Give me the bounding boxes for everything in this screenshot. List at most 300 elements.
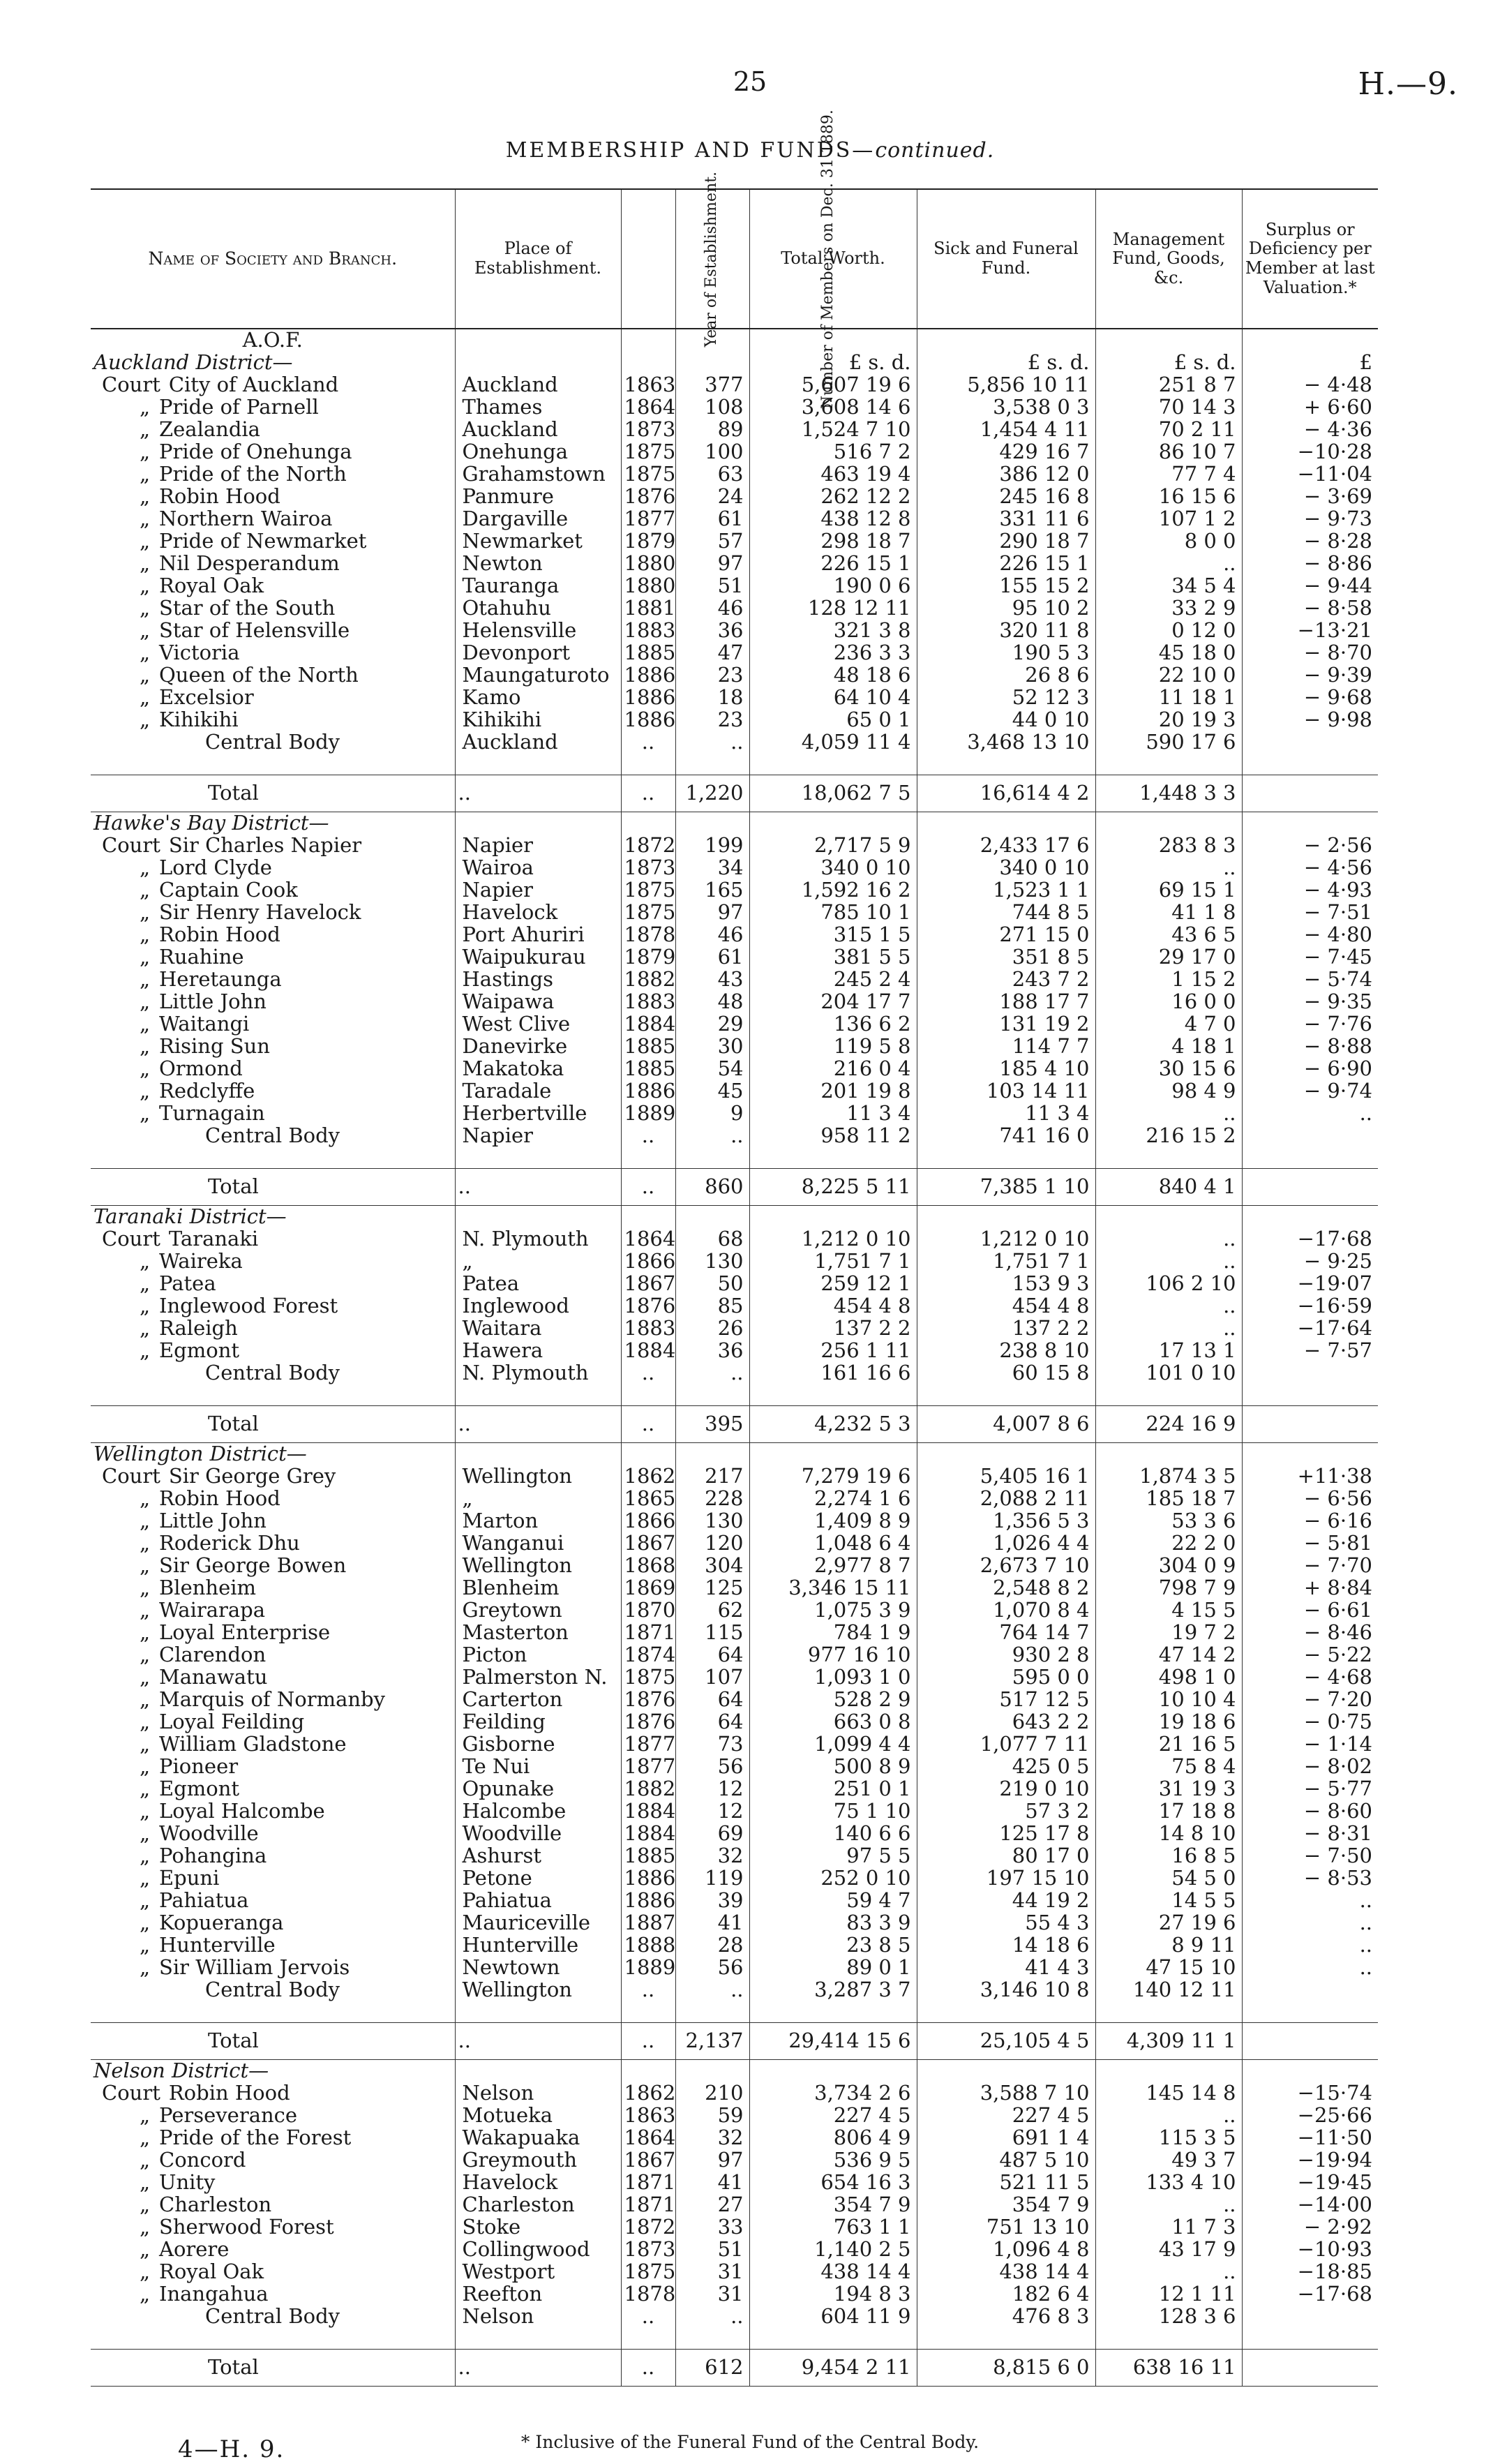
branch-name-cell — [91, 1778, 455, 1800]
cell-sick: 331 11 6 — [917, 508, 1095, 530]
table-row — [91, 2261, 1378, 2283]
cell-place: Napier — [455, 879, 621, 902]
cell-worth: 245 2 4 — [749, 969, 917, 991]
cell-mgmt: 106 2 10 — [1095, 1273, 1242, 1295]
cell-place: Motueka — [455, 2105, 621, 2127]
cell-year: 1883 — [621, 1317, 675, 1340]
cell-place: West Clive — [455, 1013, 621, 1036]
branch-name-cell — [91, 1733, 455, 1756]
cell-members: 41 — [675, 2172, 749, 2194]
cell-surplus — [1242, 812, 1378, 835]
cell-mgmt: 16 15 6 — [1095, 486, 1242, 508]
cell-sick: 185 4 10 — [917, 1058, 1095, 1080]
cell-sick: 190 5 3 — [917, 642, 1095, 664]
cell-place: Nelson — [455, 2082, 621, 2105]
spacer-cell — [675, 1384, 749, 1406]
cell-surplus: −13·21 — [1242, 620, 1378, 642]
cell-mgmt: 115 3 5 — [1095, 2127, 1242, 2149]
cell-worth: £ s. d. — [749, 352, 917, 374]
cell-place: Picton — [455, 1644, 621, 1666]
cell-place: Auckland — [455, 419, 621, 441]
cell-place: Charleston — [455, 2194, 621, 2216]
cell-place: Woodville — [455, 1823, 621, 1845]
col-header-year — [621, 172, 720, 348]
branch-name: Victoria — [159, 642, 240, 664]
cell-place: N. Plymouth — [455, 1228, 621, 1250]
branch-prefix: „ — [140, 1912, 151, 1934]
cell-sick: 271 15 0 — [917, 924, 1095, 946]
cell-mgmt: 27 19 6 — [1095, 1912, 1242, 1934]
table-row — [91, 1890, 1378, 1912]
table-row — [91, 2283, 1378, 2306]
cell-mgmt: 140 12 11 — [1095, 1979, 1242, 2001]
branch-name: Royal Oak — [159, 575, 264, 597]
cell-surplus: − 6·61 — [1242, 1599, 1378, 1622]
cell-surplus: − 2·56 — [1242, 835, 1378, 857]
cell-surplus: −11·04 — [1242, 463, 1378, 486]
cell-sick: 691 1 4 — [917, 2127, 1095, 2149]
cell-worth: 354 7 9 — [749, 2194, 917, 2216]
cell-year: .. — [621, 1362, 675, 1384]
cell-year: .. — [621, 1125, 675, 1147]
branch-prefix: „ — [140, 396, 151, 419]
cell-members: 18 — [675, 687, 749, 709]
cell-members: 304 — [675, 1555, 749, 1577]
table-header-row — [91, 189, 1378, 329]
cell-worth: 89 0 1 — [749, 1957, 917, 1979]
branch-name-cell: Wellington District— — [93, 1442, 307, 1465]
cell-worth: 381 5 5 — [749, 946, 917, 969]
branch-prefix: „ — [140, 486, 151, 508]
branch-prefix: „ — [140, 2172, 151, 2194]
spacer-cell — [749, 1147, 917, 1169]
cell-mgmt: 29 17 0 — [1095, 946, 1242, 969]
branch-name: Star of Helensville — [159, 620, 350, 642]
cell-sick: 517 12 5 — [917, 1689, 1095, 1711]
cell-year: 1873 — [621, 419, 675, 441]
branch-name-cell — [91, 664, 455, 687]
cell-members: 64 — [675, 1711, 749, 1733]
cell-place: Helensville — [455, 620, 621, 642]
cell-surplus: +11·38 — [1242, 1465, 1378, 1488]
branch-name-cell — [91, 879, 455, 902]
cell-members: 30 — [675, 1036, 749, 1058]
cell-sick: 2,433 17 6 — [917, 835, 1095, 857]
cell-members: 33 — [675, 2216, 749, 2239]
cell-sick: 3,146 10 8 — [917, 1979, 1095, 2001]
branch-prefix: „ — [140, 857, 151, 879]
cell-worth: 1,212 0 10 — [749, 1228, 917, 1250]
spacer-cell — [91, 2328, 455, 2350]
cell-year: 1884 — [621, 1340, 675, 1362]
cell-members: 125 — [675, 1577, 749, 1599]
cell-members: 46 — [675, 597, 749, 620]
cell-worth: 59 4 7 — [749, 1890, 917, 1912]
table-row — [91, 664, 1378, 687]
branch-name: Sir George Bowen — [159, 1555, 347, 1577]
cell-year: 1877 — [621, 1733, 675, 1756]
cell-year: 1883 — [621, 620, 675, 642]
branch-prefix: „ — [140, 1058, 151, 1080]
branch-name: Central Body — [205, 1125, 340, 1147]
cell-place: Kamo — [455, 687, 621, 709]
table-row — [91, 991, 1378, 1013]
cell-mgmt: 216 15 2 — [1095, 1125, 1242, 1147]
cell-place: .. — [455, 1169, 621, 1206]
branch-prefix: „ — [140, 1510, 151, 1532]
branch-prefix: „ — [140, 2194, 151, 2216]
cell-surplus: − 5·81 — [1242, 1532, 1378, 1555]
cell-members — [675, 2060, 749, 2083]
branch-prefix: „ — [140, 1532, 151, 1555]
table-row — [91, 2149, 1378, 2172]
total-row — [91, 2023, 1378, 2060]
cell-sick: 1,356 5 3 — [917, 1510, 1095, 1532]
table-row — [91, 1577, 1378, 1599]
cell-place: Herbertville — [455, 1103, 621, 1125]
cell-place — [455, 352, 621, 374]
branch-name-cell — [91, 396, 455, 419]
cell-year: 1889 — [621, 1103, 675, 1125]
cell-year: 1886 — [621, 1867, 675, 1890]
cell-year: 1889 — [621, 1957, 675, 1979]
branch-name-cell — [91, 1845, 455, 1867]
cell-sick: 438 14 4 — [917, 2261, 1095, 2283]
cell-sick: 44 19 2 — [917, 1890, 1095, 1912]
cell-year: 1885 — [621, 1058, 675, 1080]
branch-name: Northern Wairoa — [159, 508, 333, 530]
cell-members: 61 — [675, 946, 749, 969]
cell-members: 165 — [675, 879, 749, 902]
cell-members: 47 — [675, 642, 749, 664]
cell-mgmt — [1095, 1206, 1242, 1229]
cell-sick: 741 16 0 — [917, 1125, 1095, 1147]
col-header-place: Place of Establishment. — [455, 189, 621, 329]
cell-worth: 784 1 9 — [749, 1622, 917, 1644]
table-row — [91, 1756, 1378, 1778]
cell-members: 57 — [675, 530, 749, 553]
cell-surplus: − 3·69 — [1242, 486, 1378, 508]
cell-members: 54 — [675, 1058, 749, 1080]
cell-surplus: −17·68 — [1242, 1228, 1378, 1250]
cell-year: 1863 — [621, 2105, 675, 2127]
cell-mgmt: 638 16 11 — [1095, 2350, 1242, 2387]
spacer-cell — [621, 2328, 675, 2350]
cell-mgmt: 107 1 2 — [1095, 508, 1242, 530]
cell-worth: 190 0 6 — [749, 575, 917, 597]
table-row — [91, 1666, 1378, 1689]
cell-surplus: − 9·39 — [1242, 664, 1378, 687]
branch-name-cell — [91, 1979, 455, 2001]
table-row — [91, 902, 1378, 924]
cell-surplus: − 4·48 — [1242, 374, 1378, 396]
cell-sick: 351 8 5 — [917, 946, 1095, 969]
spacer-cell — [917, 1147, 1095, 1169]
table-row — [91, 1800, 1378, 1823]
cell-members: 119 — [675, 1867, 749, 1890]
branch-name: Pride of the Forest — [159, 2127, 352, 2149]
cell-surplus — [1242, 1206, 1378, 1229]
cell-mgmt: 43 6 5 — [1095, 924, 1242, 946]
cell-year: 1867 — [621, 1532, 675, 1555]
cell-mgmt: 22 2 0 — [1095, 1532, 1242, 1555]
spacer-cell — [749, 2001, 917, 2023]
branch-prefix: „ — [140, 1845, 151, 1867]
cell-place: .. — [455, 2023, 621, 2060]
cell-year: 1866 — [621, 1510, 675, 1532]
cell-worth: 654 16 3 — [749, 2172, 917, 2194]
branch-prefix: „ — [140, 508, 151, 530]
branch-name: Marquis of Normanby — [159, 1689, 385, 1711]
branch-prefix: „ — [140, 1577, 151, 1599]
col-header-surplus: Surplus or Deficiency per Member at last Valuation.* — [1242, 189, 1378, 329]
branch-name-cell — [91, 1666, 455, 1689]
cell-surplus: .. — [1242, 1957, 1378, 1979]
branch-prefix: „ — [140, 2283, 151, 2306]
cell-mgmt — [1095, 1443, 1242, 1466]
cell-members: 43 — [675, 969, 749, 991]
cell-members: .. — [675, 1362, 749, 1384]
cell-sick: 3,588 7 10 — [917, 2082, 1095, 2105]
cell-worth: 83 3 9 — [749, 1912, 917, 1934]
cell-mgmt: 53 3 6 — [1095, 1510, 1242, 1532]
cell-sick: 125 17 8 — [917, 1823, 1095, 1845]
cell-members: 12 — [675, 1800, 749, 1823]
cell-year: 1875 — [621, 902, 675, 924]
branch-name: Waitangi — [159, 1013, 250, 1036]
cell-members: 217 — [675, 1465, 749, 1488]
branch-name: Egmont — [159, 1778, 240, 1800]
cell-mgmt: 10 10 4 — [1095, 1689, 1242, 1711]
cell-surplus: .. — [1242, 1912, 1378, 1934]
cell-members: 63 — [675, 463, 749, 486]
cell-year: 1864 — [621, 2127, 675, 2149]
central-body-row — [91, 731, 1378, 754]
cell-worth: 3,734 2 6 — [749, 2082, 917, 2105]
cell-sick: 188 17 7 — [917, 991, 1095, 1013]
branch-name-cell — [91, 2194, 455, 2216]
branch-name: Loyal Enterprise — [159, 1622, 331, 1644]
cell-year: .. — [621, 775, 675, 812]
cell-sick: 521 11 5 — [917, 2172, 1095, 2194]
cell-surplus — [1242, 1406, 1378, 1443]
cell-surplus — [1242, 1979, 1378, 2001]
branch-name: Robin Hood — [168, 2082, 290, 2105]
cell-place: Hastings — [455, 969, 621, 991]
cell-place — [455, 1206, 621, 1229]
branch-name: Aorere — [159, 2239, 230, 2261]
cell-place: Wellington — [455, 1555, 621, 1577]
cell-surplus: − 5·77 — [1242, 1778, 1378, 1800]
branch-name: Central Body — [205, 731, 340, 754]
total-row — [91, 1169, 1378, 1206]
cell-surplus: − 7·51 — [1242, 902, 1378, 924]
cell-place — [455, 812, 621, 835]
branch-prefix: „ — [140, 597, 151, 620]
table-row — [91, 441, 1378, 463]
cell-year: 1887 — [621, 1912, 675, 1934]
cell-sick: 227 4 5 — [917, 2105, 1095, 2127]
cell-worth: 64 10 4 — [749, 687, 917, 709]
cell-mgmt: 54 5 0 — [1095, 1867, 1242, 1890]
branch-prefix: „ — [140, 687, 151, 709]
cell-mgmt: 840 4 1 — [1095, 1169, 1242, 1206]
spacer-cell — [455, 754, 621, 775]
spacer-cell — [1242, 1147, 1378, 1169]
central-body-row — [91, 2306, 1378, 2328]
col-header-worth: Total Worth. — [749, 189, 917, 329]
cell-members: 51 — [675, 575, 749, 597]
cell-worth: 2,717 5 9 — [749, 835, 917, 857]
branch-prefix: „ — [140, 991, 151, 1013]
cell-surplus — [1242, 731, 1378, 754]
table-row — [91, 1711, 1378, 1733]
cell-sick: 7,385 1 10 — [917, 1169, 1095, 1206]
cell-year: 1883 — [621, 991, 675, 1013]
cell-place: .. — [455, 2350, 621, 2387]
branch-name: Lord Clyde — [159, 857, 272, 879]
cell-worth: 1,099 4 4 — [749, 1733, 917, 1756]
cell-surplus: − 4·36 — [1242, 419, 1378, 441]
cell-place: Wanganui — [455, 1532, 621, 1555]
cell-worth: 252 0 10 — [749, 1867, 917, 1890]
cell-year: 1886 — [621, 1080, 675, 1103]
branch-name: Pioneer — [159, 1756, 239, 1778]
branch-name-cell: Total — [91, 1169, 455, 1206]
cell-surplus: −10·28 — [1242, 441, 1378, 463]
cell-mgmt — [1095, 2060, 1242, 2083]
cell-members: 377 — [675, 374, 749, 396]
cell-sick: 4,007 8 6 — [917, 1406, 1095, 1443]
cell-place: Westport — [455, 2261, 621, 2283]
cell-surplus: £ — [1242, 352, 1378, 374]
branch-name-cell — [91, 991, 455, 1013]
cell-members: 59 — [675, 2105, 749, 2127]
cell-year: 1872 — [621, 835, 675, 857]
cell-sick: 8,815 6 0 — [917, 2350, 1095, 2387]
branch-prefix: Court — [102, 2082, 160, 2105]
cell-place: Pahiatua — [455, 1890, 621, 1912]
cell-worth: 3,608 14 6 — [749, 396, 917, 419]
cell-worth: 204 17 7 — [749, 991, 917, 1013]
table-row — [91, 486, 1378, 508]
cell-worth: 4,232 5 3 — [749, 1406, 917, 1443]
cell-members: 24 — [675, 486, 749, 508]
cell-mgmt: 1,874 3 5 — [1095, 1465, 1242, 1488]
branch-prefix: „ — [140, 2149, 151, 2172]
branch-name: Central Body — [205, 1979, 340, 2001]
branch-name: Loyal Feilding — [159, 1711, 305, 1733]
cell-surplus: − 9·44 — [1242, 575, 1378, 597]
cell-surplus: − 5·74 — [1242, 969, 1378, 991]
branch-prefix: „ — [140, 1103, 151, 1125]
cell-worth — [749, 1443, 917, 1466]
cell-worth: 259 12 1 — [749, 1273, 917, 1295]
cell-place: Onehunga — [455, 441, 621, 463]
cell-place: Patea — [455, 1273, 621, 1295]
branch-name-cell — [91, 1689, 455, 1711]
cell-worth: 29,414 15 6 — [749, 2023, 917, 2060]
branch-prefix: „ — [140, 463, 151, 486]
cell-mgmt: 14 8 10 — [1095, 1823, 1242, 1845]
cell-year: 1866 — [621, 1250, 675, 1273]
cell-mgmt: 4 7 0 — [1095, 1013, 1242, 1036]
branch-name: Raleigh — [159, 1317, 238, 1340]
cell-members: 68 — [675, 1228, 749, 1250]
branch-prefix: „ — [140, 575, 151, 597]
branch-name-cell — [91, 1912, 455, 1934]
cell-worth: 438 14 4 — [749, 2261, 917, 2283]
cell-sick: 2,088 2 11 — [917, 1488, 1095, 1510]
cell-sick: £ s. d. — [917, 352, 1095, 374]
cell-worth: 958 11 2 — [749, 1125, 917, 1147]
cell-sick: 2,548 8 2 — [917, 1577, 1095, 1599]
branch-name: Blenheim — [159, 1577, 257, 1599]
cell-surplus: − 4·56 — [1242, 857, 1378, 879]
cell-sick: 55 4 3 — [917, 1912, 1095, 1934]
cell-surplus: −18·85 — [1242, 2261, 1378, 2283]
spacer-cell — [455, 2328, 621, 2350]
cell-mgmt: 47 14 2 — [1095, 1644, 1242, 1666]
cell-place: Collingwood — [455, 2239, 621, 2261]
cell-worth: 321 3 8 — [749, 620, 917, 642]
cell-worth: 763 1 1 — [749, 2216, 917, 2239]
cell-mgmt: 798 7 9 — [1095, 1577, 1242, 1599]
cell-sick: 5,405 16 1 — [917, 1465, 1095, 1488]
cell-year: 1880 — [621, 553, 675, 575]
branch-name-cell — [91, 374, 455, 396]
cell-place: Wellington — [455, 1979, 621, 2001]
branch-name-cell — [91, 2127, 455, 2149]
cell-surplus: .. — [1242, 1103, 1378, 1125]
cell-place: Inglewood — [455, 1295, 621, 1317]
cell-sick: 245 16 8 — [917, 486, 1095, 508]
branch-name-cell — [91, 1228, 455, 1250]
cell-place: Gisborne — [455, 1733, 621, 1756]
branch-name-cell: Nelson District— — [93, 2059, 269, 2082]
branch-name-cell — [91, 2283, 455, 2306]
cell-members: 29 — [675, 1013, 749, 1036]
table-row — [91, 2194, 1378, 2216]
cell-year: 1862 — [621, 2082, 675, 2105]
branch-name: Hunterville — [159, 1934, 276, 1957]
cell-year: 1877 — [621, 1756, 675, 1778]
cell-worth: 1,409 8 9 — [749, 1510, 917, 1532]
cell-members: 39 — [675, 1890, 749, 1912]
cell-mgmt: .. — [1095, 2105, 1242, 2127]
cell-place: Tauranga — [455, 575, 621, 597]
cell-surplus: − 2·92 — [1242, 2216, 1378, 2239]
central-body-row — [91, 1362, 1378, 1384]
table-row — [91, 2216, 1378, 2239]
table-row — [91, 946, 1378, 969]
cell-surplus — [1242, 2023, 1378, 2060]
cell-members — [675, 1206, 749, 1229]
branch-name-cell — [91, 642, 455, 664]
cell-place: Ashurst — [455, 1845, 621, 1867]
branch-prefix: „ — [140, 1250, 151, 1273]
cell-year: 1878 — [621, 924, 675, 946]
cell-place: Newmarket — [455, 530, 621, 553]
cell-year — [621, 2060, 675, 2083]
spacer-cell — [675, 2328, 749, 2350]
table-row — [91, 1488, 1378, 1510]
district-row — [91, 2060, 1378, 2083]
cell-sick: 243 7 2 — [917, 969, 1095, 991]
spacer-cell — [917, 1384, 1095, 1406]
cell-surplus: − 8·53 — [1242, 1867, 1378, 1890]
branch-name-cell — [91, 1125, 455, 1147]
